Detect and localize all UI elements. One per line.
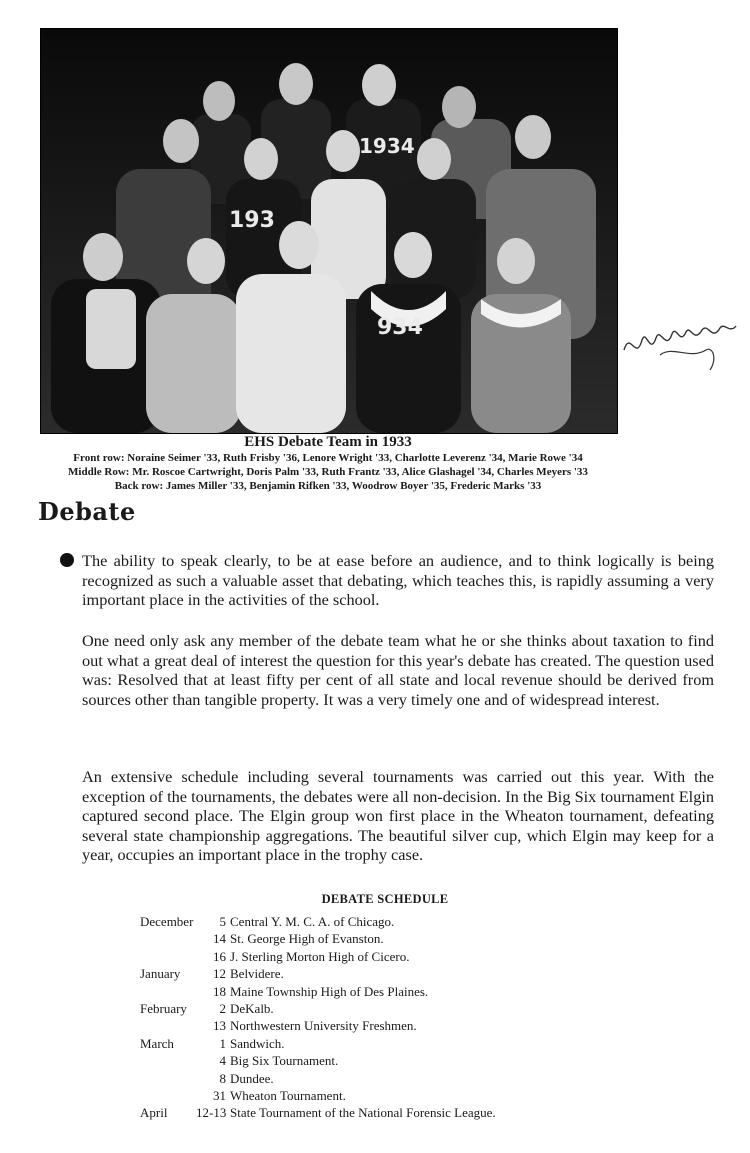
schedule-row bbox=[140, 930, 496, 947]
paragraph-2: One need only ask any member of the debate team what he or she thinks about taxation to find out what a great deal of interest the question for this year's debate has created. The question used was: Resolved that at least fifty per cent of all state and local revenue should be derived from sources other than tangible property. It was a very timely one and of widespread interest. bbox=[82, 631, 714, 709]
paragraph-bullet-icon bbox=[60, 553, 74, 567]
schedule-row bbox=[140, 1000, 496, 1017]
sweater-letter-middle: 193 bbox=[229, 208, 275, 233]
schedule-month: March bbox=[140, 1035, 174, 1051]
schedule-day: 14 bbox=[213, 931, 226, 947]
schedule-event: J. Sterling Morton High of Cicero. bbox=[230, 948, 410, 964]
schedule-day: 1 bbox=[219, 1035, 226, 1051]
team-photo bbox=[40, 28, 618, 434]
schedule-event: St. George High of Evanston. bbox=[230, 931, 384, 947]
caption-back-row: Back row: James Miller '33, Benjamin Rifken '33, Woodrow Boyer '35, Frederic Marks '33 bbox=[114, 480, 542, 492]
schedule-month: December bbox=[140, 914, 194, 929]
schedule-row bbox=[140, 1017, 496, 1034]
schedule-event: DeKalb. bbox=[230, 1000, 274, 1016]
schedule-event: Sandwich. bbox=[230, 1035, 285, 1051]
caption-title: EHS Debate Team in 1933 bbox=[244, 434, 412, 450]
schedule-day: 12 bbox=[213, 966, 226, 982]
schedule-month: February bbox=[140, 1000, 187, 1016]
schedule-day: 2 bbox=[219, 1000, 226, 1016]
schedule-row bbox=[140, 965, 496, 982]
caption-middle-row: Middle Row: Mr. Roscoe Cartwright, Doris Palm '33, Ruth Frantz '33, Alice Glashagel '34, Charles Meyers '33 bbox=[68, 466, 588, 478]
debate-schedule bbox=[140, 913, 496, 1122]
paragraph-1: The ability to speak clearly, to be at ease before an audience, and to think logically is being recognized as such a valuable asset that debating, which teaches this, is rapidly assuming a very important place in the activities of the school. bbox=[82, 551, 714, 610]
caption-front-row: Front row: Noraine Seimer '33, Ruth Frisby '36, Lenore Wright '33, Charlotte Leverenz '34, Marie Rowe '34 bbox=[73, 452, 583, 464]
schedule-event: Dundee. bbox=[230, 1070, 274, 1086]
schedule-day: 5 bbox=[219, 914, 226, 929]
schedule-event: Northwestern University Freshmen. bbox=[230, 1018, 417, 1034]
schedule-day: 13 bbox=[213, 1018, 226, 1034]
schedule-day: 16 bbox=[213, 948, 226, 964]
handwritten-signature bbox=[620, 300, 740, 380]
schedule-row bbox=[140, 983, 496, 1000]
schedule-event: Wheaton Tournament. bbox=[230, 1087, 346, 1103]
paragraph-3: An extensive schedule including several tournaments was carried out this year. With the exception of the tournaments, the debates were all non-decision. In the Big Six tournament Elgin captured second place. The Elgin group won first place in the Wheaton tournament, defeating several state championship aggregations. The beautiful silver cup, which Elgin may keep for a year, occupies an important place in the trophy case. bbox=[82, 767, 714, 865]
schedule-title: DEBATE SCHEDULE bbox=[321, 892, 449, 906]
schedule-month: January bbox=[140, 966, 181, 982]
sweater-letter-back: 1934 bbox=[359, 134, 415, 158]
schedule-row bbox=[140, 1104, 496, 1121]
schedule-row bbox=[140, 1070, 496, 1087]
team-photo-illustration bbox=[41, 29, 617, 433]
schedule-row bbox=[140, 1035, 496, 1052]
schedule-event: Central Y. M. C. A. of Chicago. bbox=[230, 914, 395, 929]
schedule-row bbox=[140, 948, 496, 965]
schedule-event: State Tournament of the National Forensic League. bbox=[230, 1105, 496, 1121]
schedule-event: Belvidere. bbox=[230, 966, 284, 982]
schedule-day: 8 bbox=[219, 1070, 226, 1086]
schedule-day: 18 bbox=[213, 983, 226, 999]
schedule-day: 12-13 bbox=[196, 1105, 227, 1121]
schedule-row bbox=[140, 1087, 496, 1104]
section-heading: Debate bbox=[38, 497, 136, 526]
photo-caption bbox=[0, 433, 656, 493]
schedule-day: 31 bbox=[213, 1087, 226, 1103]
schedule-event: Maine Township High of Des Plaines. bbox=[230, 983, 429, 999]
schedule-row bbox=[140, 1052, 496, 1069]
schedule-day: 4 bbox=[219, 1053, 226, 1069]
sweater-letter-front: 934 bbox=[377, 315, 423, 340]
schedule-row bbox=[140, 913, 496, 930]
schedule-event: Big Six Tournament. bbox=[230, 1053, 339, 1069]
schedule-month: April bbox=[140, 1105, 168, 1121]
